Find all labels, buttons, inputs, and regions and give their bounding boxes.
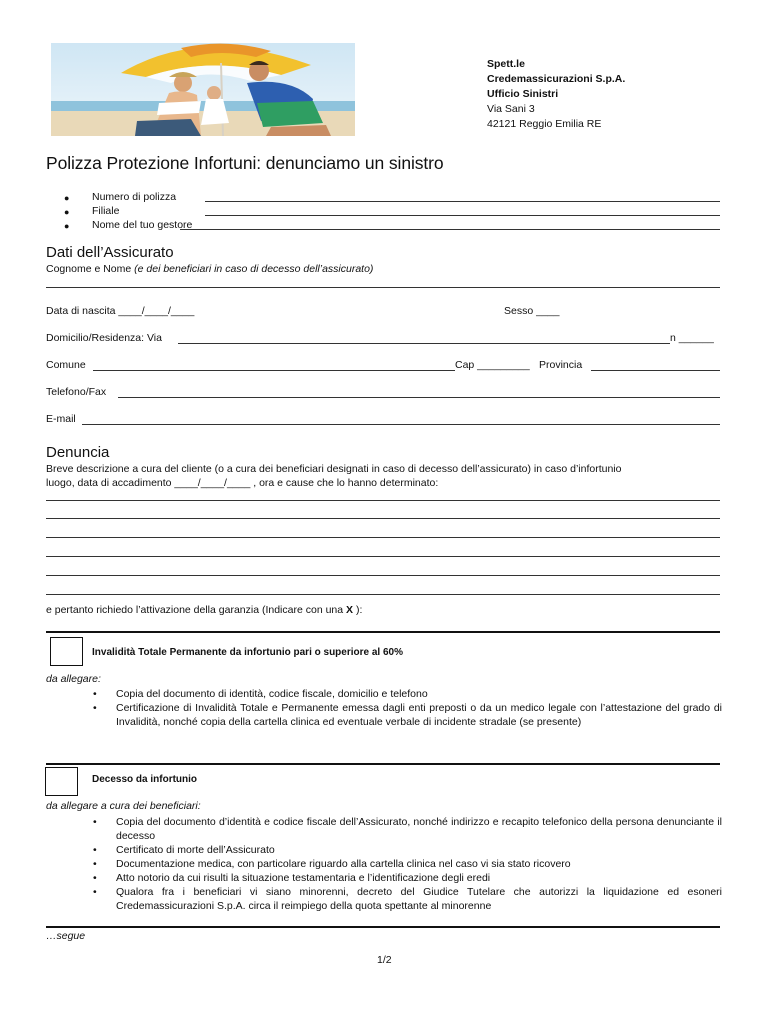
domicile-input-line[interactable] bbox=[178, 343, 670, 344]
claim-heading: Denuncia bbox=[46, 444, 110, 461]
claim-text-line[interactable] bbox=[46, 575, 720, 576]
section-divider bbox=[46, 631, 720, 633]
page-number: 1/2 bbox=[377, 954, 392, 966]
branch-label: Filiale bbox=[92, 205, 120, 217]
bullet: ● bbox=[64, 221, 70, 231]
cap-label[interactable]: Cap _________ bbox=[455, 359, 530, 371]
death-attachment-4: • Atto notorio da cui risulti la situazione testamentaria e l’identificazione degli eredi bbox=[116, 871, 722, 885]
insured-heading: Dati dell’Assicurato bbox=[46, 244, 174, 261]
name-label: Cognome e Nome bbox=[46, 263, 132, 275]
invalidity-attach-label: da allegare: bbox=[46, 673, 101, 685]
death-attachment-1: • Copia del documento d’identità e codice fiscale dell’Assicurato, nonché indirizzo e recapito telefonico della persona denunciante il decesso bbox=[116, 815, 722, 843]
sex-label[interactable]: Sesso ____ bbox=[504, 305, 560, 317]
bullet: ● bbox=[64, 193, 70, 203]
claim-text-line[interactable] bbox=[46, 518, 720, 519]
provincia-label: Provincia bbox=[539, 359, 583, 371]
page-title: Polizza Protezione Infortuni: denunciamo un sinistro bbox=[46, 153, 444, 173]
email-input-line[interactable] bbox=[82, 424, 720, 425]
beach-photo-illustration bbox=[51, 43, 355, 136]
name-label-row bbox=[46, 263, 373, 275]
death-attach-label: da allegare a cura dei beneficiari: bbox=[46, 800, 201, 812]
claim-text-line[interactable] bbox=[46, 537, 720, 538]
address-line-3: Ufficio Sinistri bbox=[487, 88, 559, 100]
email-label: E-mail bbox=[46, 413, 76, 425]
claim-description-line2[interactable]: luogo, data di accadimento ____/____/____ , ora e cause che lo hanno determinato: bbox=[46, 477, 439, 489]
activation-x: X bbox=[346, 604, 354, 616]
section-divider bbox=[46, 763, 720, 765]
death-attachment-3: • Documentazione medica, con particolare riguardo alla cartella clinica nel caso vi sia stato ricovero bbox=[116, 857, 722, 871]
manager-field[interactable] bbox=[64, 217, 720, 231]
phone-label: Telefono/Fax bbox=[46, 386, 107, 398]
domicile-label: Domicilio/Residenza: Via bbox=[46, 332, 162, 344]
claim-text-line[interactable] bbox=[46, 500, 720, 501]
activation-request bbox=[46, 604, 362, 616]
beach-family-photo bbox=[51, 43, 355, 136]
manager-line[interactable] bbox=[180, 229, 720, 230]
death-option-label: Decesso da infortunio bbox=[92, 774, 198, 785]
name-note: (e dei beneficiari in caso di decesso dell’assicurato) bbox=[134, 263, 374, 275]
address-line-2: Credemassicurazioni S.p.A. bbox=[487, 73, 626, 85]
invalidity-attachment-1: • Copia del documento di identità, codice fiscale, domicilio e telefono bbox=[116, 687, 722, 701]
claim-description-line1: Breve descrizione a cura del cliente (o a cura dei beneficiari designati in caso di decesso dell’assicurato) in caso d’infortunio bbox=[46, 463, 622, 475]
invalidity-checkbox[interactable] bbox=[50, 637, 83, 666]
claim-text-line[interactable] bbox=[46, 556, 720, 557]
phone-input-line[interactable] bbox=[118, 397, 720, 398]
birth-date-label[interactable]: Data di nascita ____/____/____ bbox=[46, 305, 195, 317]
manager-label: Nome del tuo gestore bbox=[92, 219, 193, 231]
branch-line[interactable] bbox=[205, 215, 720, 216]
activation-end: ): bbox=[353, 604, 363, 616]
recipient-address bbox=[487, 57, 625, 132]
comune-input-line[interactable] bbox=[93, 370, 455, 371]
address-line-5: 42121 Reggio Emilia RE bbox=[487, 118, 602, 130]
policy-number-label: Numero di polizza bbox=[92, 191, 177, 203]
branch-field[interactable] bbox=[64, 203, 720, 217]
section-divider bbox=[46, 926, 720, 928]
invalidity-option-label: Invalidità Totale Permanente da infortunio pari o superiore al 60% bbox=[92, 647, 403, 658]
name-input-line[interactable] bbox=[46, 287, 720, 288]
address-line-4: Via Sani 3 bbox=[487, 103, 535, 115]
policy-fields bbox=[64, 189, 720, 231]
death-checkbox[interactable] bbox=[45, 767, 78, 796]
policy-number-field[interactable] bbox=[64, 189, 720, 203]
death-attachment-5: • Qualora fra i beneficiari vi siano minorenni, decreto del Giudice Tutelare che autorizzi la liquidazione ed esoneri Credemassicurazioni S.p.A. circa il reimpiego della quota spettante al minorenne bbox=[116, 885, 722, 913]
invalidity-attachment-2: • Certificazione di Invalidità Totale e Permanente emessa dagli enti preposti o da un medico legale con l’attestazione del grado di Invalidità, nonché copia della cartella clinica ed eventuale verbale di incidente stradale (se presente) bbox=[116, 701, 722, 729]
bullet: ● bbox=[64, 207, 70, 217]
continues-note: …segue bbox=[46, 930, 86, 942]
address-line-1: Spett.le bbox=[487, 58, 525, 70]
activation-text: e pertanto richiedo l’attivazione della garanzia (Indicare con una bbox=[46, 604, 347, 616]
provincia-input-line[interactable] bbox=[591, 370, 720, 371]
death-attachment-2: • Certificato di morte dell’Assicurato bbox=[116, 843, 722, 857]
house-number-label[interactable]: n ______ bbox=[670, 332, 714, 344]
policy-number-line[interactable] bbox=[205, 201, 720, 202]
claim-text-line[interactable] bbox=[46, 594, 720, 595]
comune-label: Comune bbox=[46, 359, 86, 371]
